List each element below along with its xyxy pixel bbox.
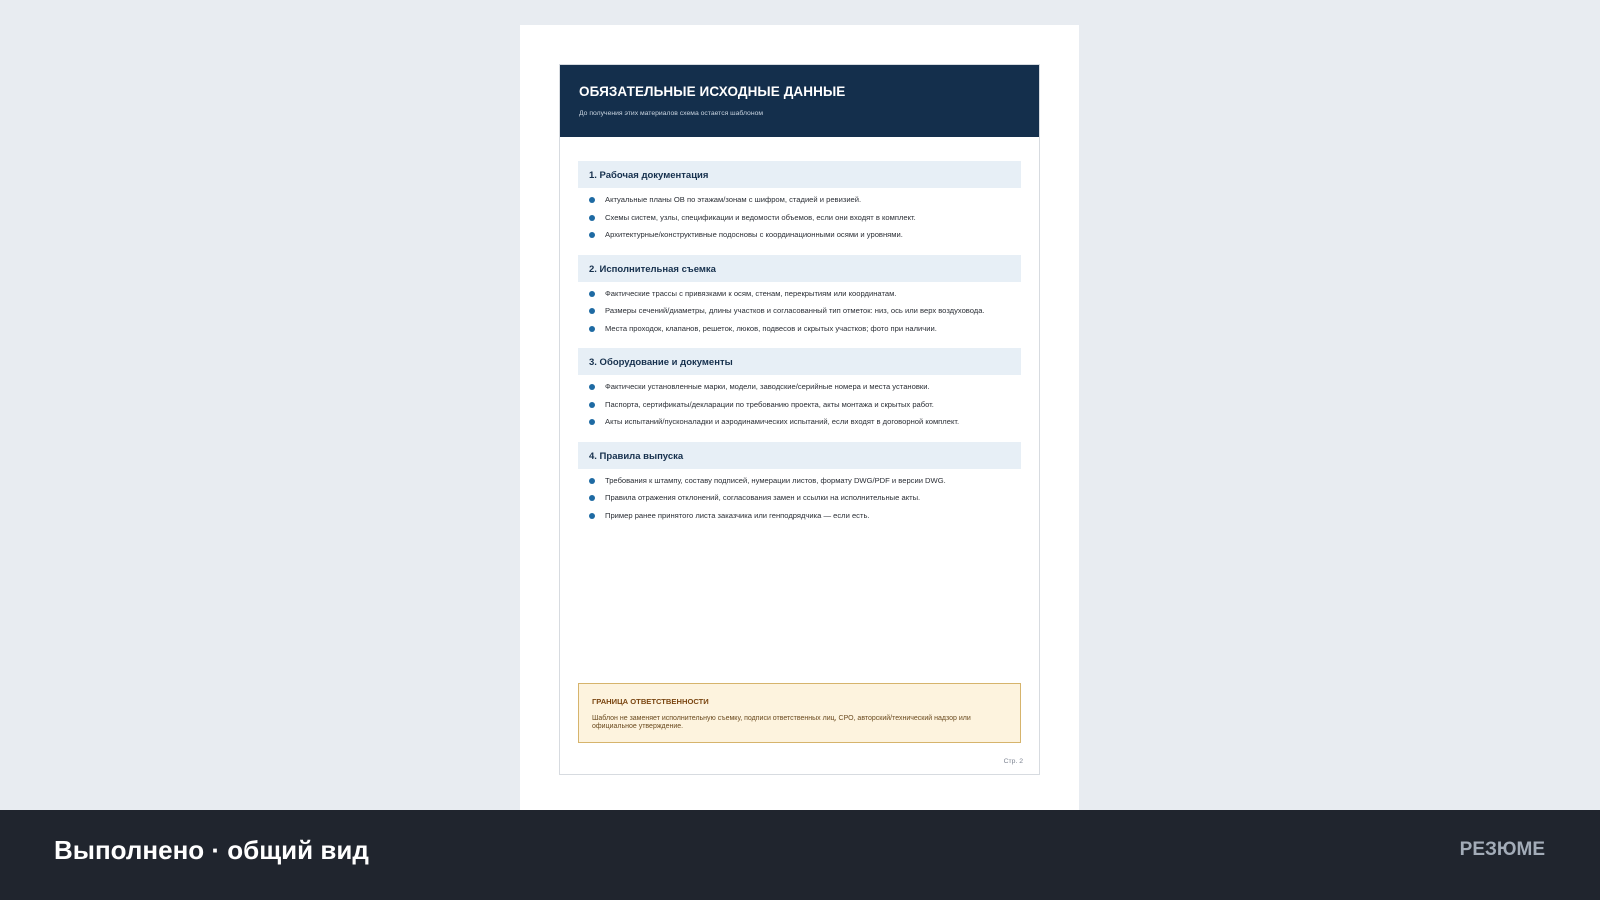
list-item <box>578 323 1021 341</box>
page-number: Стр. 2 <box>1003 758 1023 765</box>
page-frame <box>559 64 1040 775</box>
list-item-text: Акты испытаний/пусконаладки и аэродинамических испытаний, если входят в договорной комплект. <box>605 417 960 426</box>
notice-title: ГРАНИЦА ОТВЕТСТВЕННОСТИ <box>592 697 709 706</box>
document-title: ОБЯЗАТЕЛЬНЫЕ ИСХОДНЫЕ ДАННЫЕ <box>579 84 846 99</box>
summary-link[interactable]: РЕЗЮМЕ <box>1459 839 1545 860</box>
bullet-icon <box>589 384 595 390</box>
list-item-text: Правила отражения отклонений, согласования замен и ссылки на исполнительные акты. <box>605 493 921 502</box>
list-item <box>578 288 1021 306</box>
bullet-icon <box>589 495 595 501</box>
section-title: 4. Правила выпуска <box>578 442 1021 469</box>
section-working-docs <box>578 161 1021 247</box>
section-title: 3. Оборудование и документы <box>578 348 1021 375</box>
bullet-icon <box>589 419 595 425</box>
bullet-icon <box>589 215 595 221</box>
section-items <box>578 375 1021 434</box>
list-item <box>578 194 1021 212</box>
section-equipment-docs <box>578 348 1021 434</box>
sections-list <box>578 161 1021 535</box>
list-item-text: Размеры сечений/диаметры, длины участков и согласованный тип отметок: низ, ось или верх воздуховода. <box>605 306 985 315</box>
section-items <box>578 469 1021 528</box>
responsibility-notice <box>578 683 1021 743</box>
list-item <box>578 416 1021 434</box>
notice-text: Шаблон не заменяет исполнительную съемку, подписи ответственных лиц, СРО, авторский/технический надзор или официальное утверждение. <box>592 715 971 731</box>
bullet-icon <box>589 326 595 332</box>
bullet-icon <box>589 308 595 314</box>
list-item-text: Актуальные планы ОВ по этажам/зонам с шифром, стадией и ревизией. <box>605 195 862 204</box>
bullet-icon <box>589 478 595 484</box>
list-item-text: Фактические трассы с привязками к осям, стенам, перекрытиям или координатам. <box>605 288 897 298</box>
list-item <box>578 492 1021 510</box>
list-item <box>578 229 1021 247</box>
list-item-text: Фактически установленные марки, модели, заводские/серийные номера и места установки. <box>605 382 930 391</box>
section-title: 1. Рабочая документация <box>578 161 1021 188</box>
caption-bar <box>0 810 1600 900</box>
list-item-text: Пример ранее принятого листа заказчика или генподрядчика — если есть. <box>605 510 870 520</box>
list-item <box>578 399 1021 417</box>
list-item-text: Схемы систем, узлы, спецификации и ведомости объемов, если они входят в комплект. <box>605 212 916 222</box>
list-item <box>578 475 1021 493</box>
section-as-built-survey <box>578 255 1021 341</box>
list-item <box>578 212 1021 230</box>
list-item-text: Требования к штампу, составу подписей, нумерации листов, формату DWG/PDF и версии DWG. <box>605 475 946 485</box>
bullet-icon <box>589 402 595 408</box>
bullet-icon <box>589 197 595 203</box>
section-items <box>578 282 1021 341</box>
section-items <box>578 188 1021 247</box>
section-release-rules <box>578 442 1021 528</box>
list-item-text: Архитектурные/конструктивные подосновы с координационными осями и уровнями. <box>605 230 903 239</box>
list-item <box>578 305 1021 323</box>
list-item-text: Места проходок, клапанов, решеток, люков, подвесов и скрытых участков; фото при наличии. <box>605 323 937 333</box>
bullet-icon <box>589 513 595 519</box>
bullet-icon <box>589 232 595 238</box>
section-title: 2. Исполнительная съемка <box>578 255 1021 282</box>
list-item <box>578 510 1021 528</box>
document-header <box>560 65 1039 137</box>
list-item <box>578 381 1021 399</box>
document-subtitle: До получения этих материалов схема остается шаблоном <box>579 110 764 117</box>
caption-title: Выполнено · общий вид <box>54 835 369 865</box>
bullet-icon <box>589 291 595 297</box>
list-item-text: Паспорта, сертификаты/декларации по требованию проекта, акты монтажа и скрытых работ. <box>605 399 934 409</box>
document-page <box>520 25 1079 810</box>
